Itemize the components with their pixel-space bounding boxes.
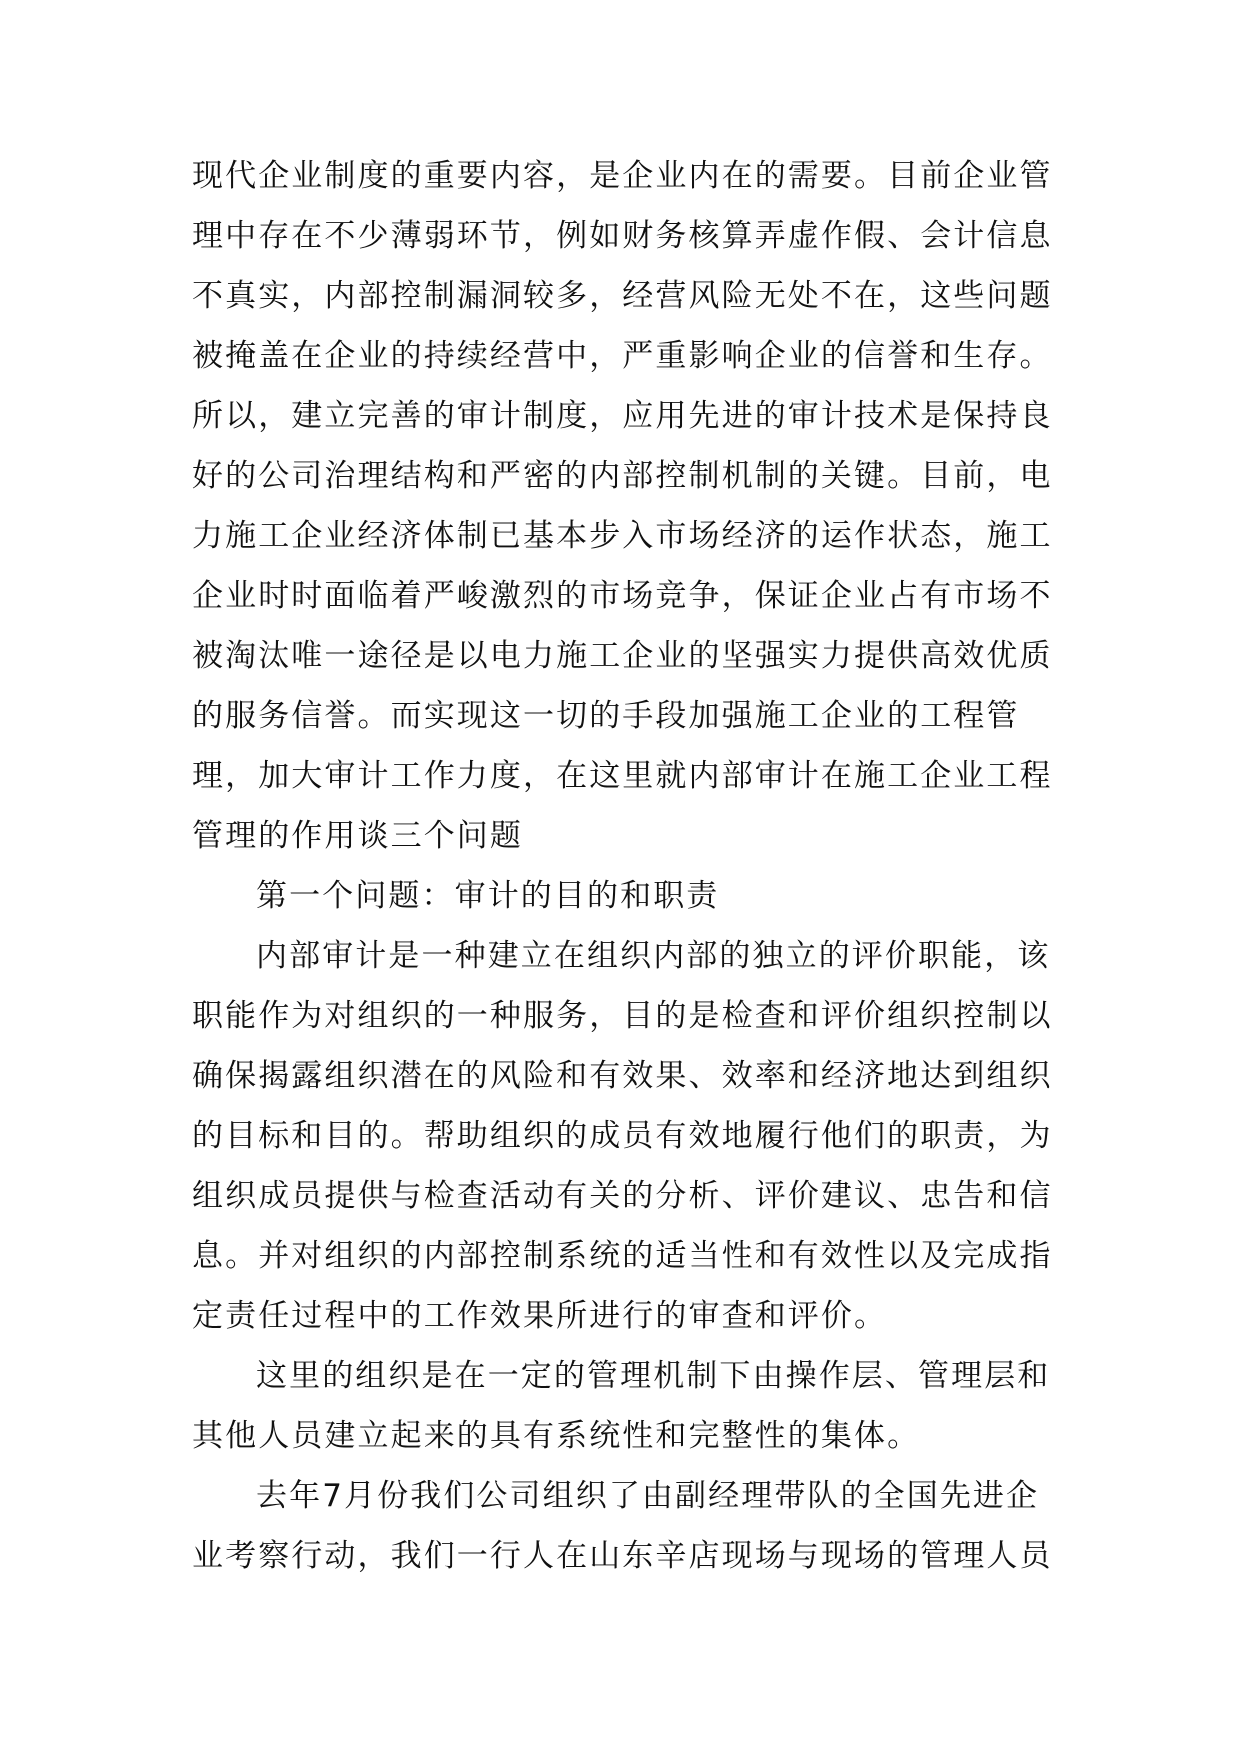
paragraph-continuation: 现代企业制度的重要内容，是企业内在的需要。目前企业管理中存在不少薄弱环节，例如财务核算弄虚作假、会计信息不真实，内部控制漏洞较多，经营风险无处不在，这些问题被掩盖在企业的持续经营中，严重影响企业的信誉和生存。所以，建立完善的审计制度，应用先进的审计技术是保持良好的公司治理结构和严密的内部控制机制的关键。目前，电力施工企业经济体制已基本步入市场经济的运作状态，施工企业时时面临着严峻激烈的市场竞争，保证企业占有市场不被淘汰唯一途径是以电力施工企业的坚强实力提供高效优质的服务信誉。而实现这一切的手段加强施工企业的工程管理，加大审计工作力度，在这里就内部审计在施工企业工程管理的作用谈三个问题 — [192, 158, 1053, 854]
section-heading: 第一个问题：审计的目的和职责 — [256, 878, 720, 914]
paragraph-audit-definition: 内部审计是一种建立在组织内部的独立的评价职能，该职能作为对组织的一种服务，目的是检查和评价组织控制以确保揭露组织潜在的风险和有效果、效率和经济地达到组织的目标和目的。帮助组织的成员有效地履行他们的职责，为组织成员提供与检查活动有关的分析、评价建议、忠告和信息。并对组织的内部控制系统的适当性和有效性以及完成指定责任过程中的工作效果所进行的审查和评价。 — [192, 938, 1053, 1334]
paragraph-organization-definition: 这里的组织是在一定的管理机制下由操作层、管理层和其他人员建立起来的具有系统性和完整性的集体。 — [192, 1358, 1051, 1454]
document-body — [192, 146, 1072, 1586]
paragraph-inspection-trip: 去年7月份我们公司组织了由副经理带队的全国先进企业考察行动，我们一行人在山东辛店现场与现场的管理人员 — [192, 1478, 1053, 1574]
